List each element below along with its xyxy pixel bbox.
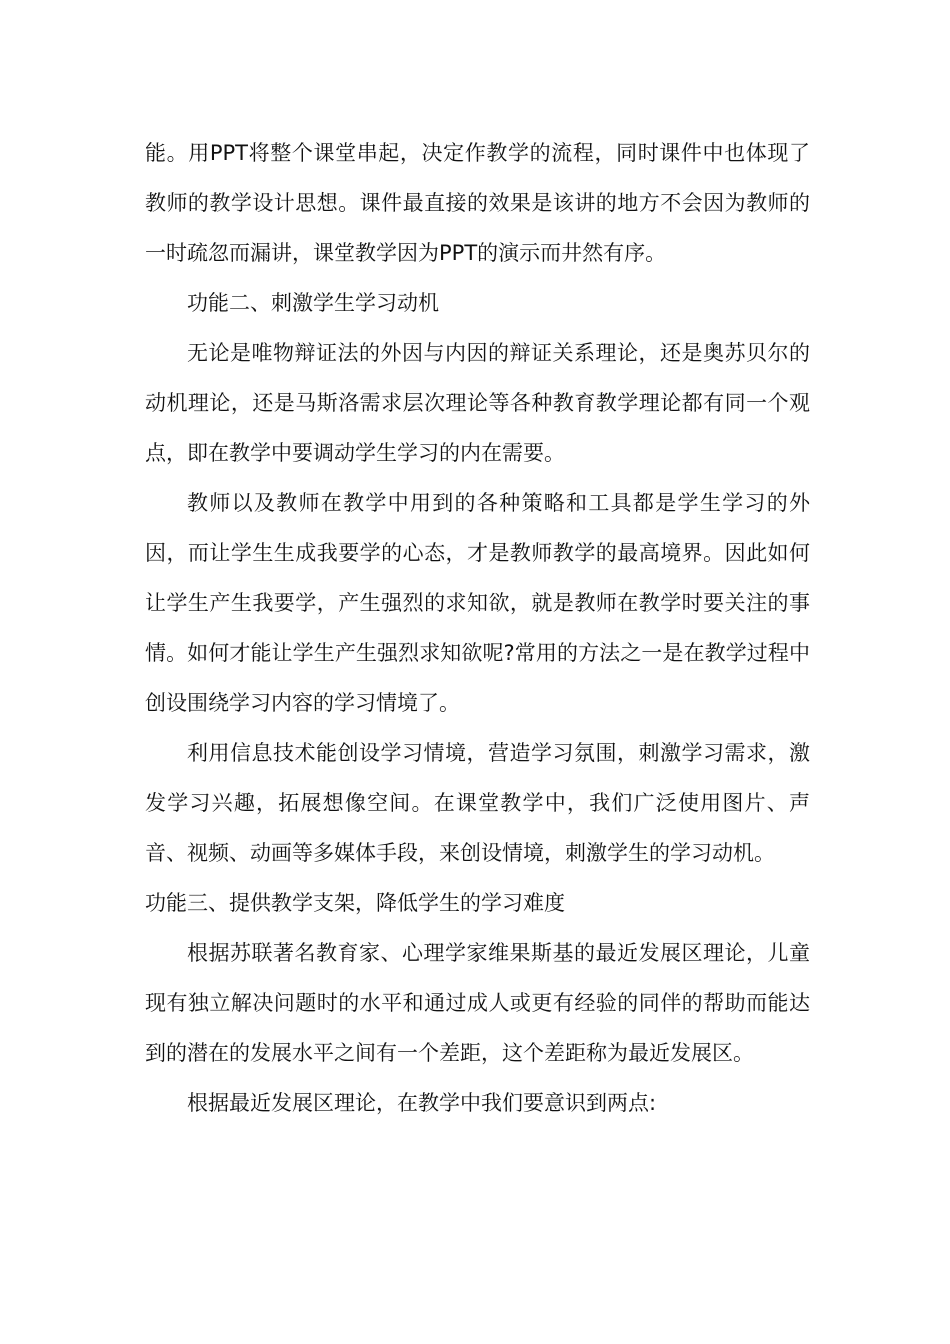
paragraph-info-tech: 利用信息技术能创设学习情境，营造学习氛围，刺激学习需求，激发学习兴趣，拓展想像空间。在课堂教学中，我们广泛使用图片、声音、视频、动画等多媒体手段，来创设情境，刺激学生的学习动机。 bbox=[145, 741, 810, 865]
paragraph-teacher-tools: 教师以及教师在教学中用到的各种策略和工具都是学生学习的外因，而让学生生成我要学的心态，才是教师教学的最高境界。因此如何让学生产生我要学，产生强烈的求知欲，就是教师在教学时要关注的事情。如何才能让学生产生强烈求知欲呢?常用的方法之一是在教学过程中创设围绕学习内容的学习情境了。 bbox=[145, 491, 810, 715]
paragraph-motivation-theory: 无论是唯物辩证法的外因与内因的辩证关系理论，还是奥苏贝尔的动机理论，还是马斯洛需求层次理论等各种教育教学理论都有同一个观点，即在教学中要调动学生学习的内在需要。 bbox=[145, 341, 810, 465]
section-heading-function-three: 功能三、提供教学支架，降低学生的学习难度 bbox=[145, 891, 565, 915]
section-heading-function-two: 功能二、刺激学生学习动机 bbox=[187, 291, 439, 315]
paragraph-continuation: 能。用PPT将整个课堂串起，决定作教学的流程，同时课件中也体现了教师的教学设计思想。课件最直接的效果是该讲的地方不会因为教师的一时疏忽而漏讲，课堂教学因为PPT的演示而井然有序。 bbox=[145, 141, 810, 265]
paragraph-zpd-theory: 根据苏联著名教育家、心理学家维果斯基的最近发展区理论，儿童现有独立解决问题时的水平和通过成人或更有经验的同伴的帮助而能达到的潜在的发展水平之间有一个差距，这个差距称为最近发展区。 bbox=[145, 941, 810, 1065]
document-body bbox=[145, 128, 810, 1128]
paragraph-zpd-two-points: 根据最近发展区理论，在教学中我们要意识到两点: bbox=[187, 1091, 657, 1115]
